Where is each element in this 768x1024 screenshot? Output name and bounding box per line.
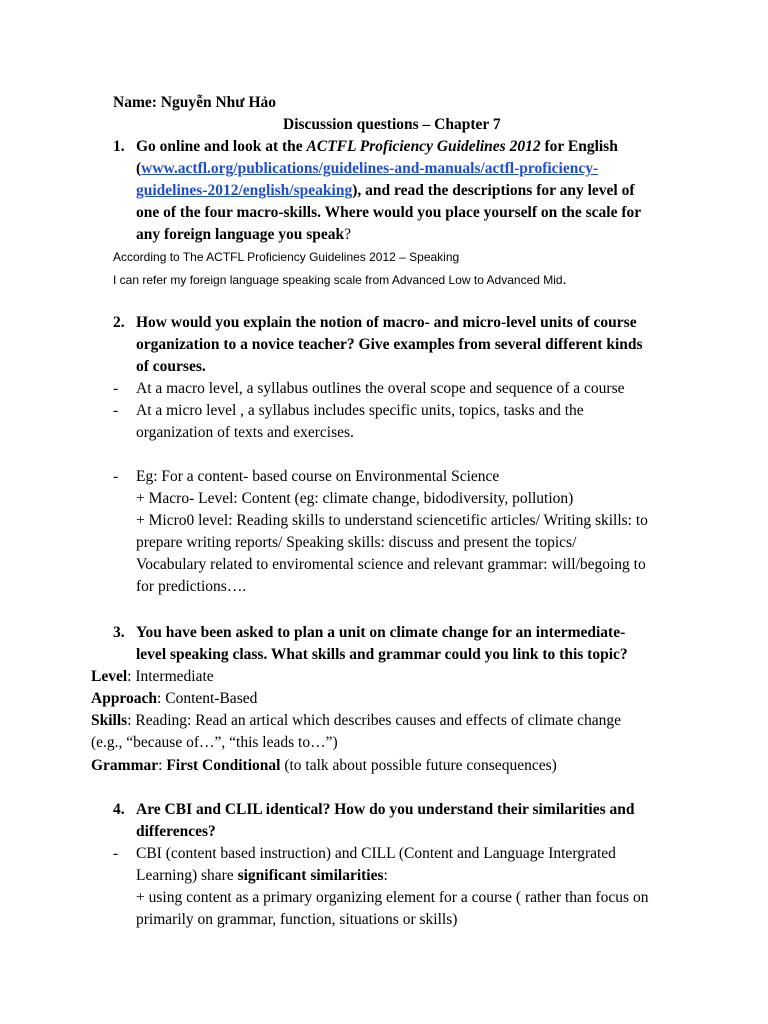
skills-value: : Reading: Read an artical which describes causes and effects of climate change [127, 712, 621, 729]
question-2-line-1: How would you explain the notion of macro- and micro-level units of course [136, 314, 637, 331]
bullet-dash: - [113, 468, 119, 485]
grammar-label: Grammar [91, 757, 159, 774]
q1-text-d: any foreign language you speak [136, 226, 345, 243]
name-line [113, 92, 276, 114]
grammar-colon: : [158, 757, 167, 774]
question-4-line-1: Are CBI and CLIL identical? How do you understand their similarities and [136, 801, 635, 818]
question-1-number: 1. [113, 138, 125, 155]
question-1-line-3 [136, 180, 635, 202]
question-1-line-5 [136, 224, 351, 246]
q2-bullet-2-line-2: organization of texts and exercises. [136, 424, 354, 441]
skills-label: Skills [91, 712, 128, 729]
q2-bullet-3-line-1: Eg: For a content- based course on Environmental Science [136, 468, 500, 485]
level-value: : Intermediate [127, 668, 214, 685]
question-2-number: 2. [113, 314, 125, 331]
q4-significant-similarities: significant similarities [237, 867, 384, 884]
question-1-line-1 [136, 136, 618, 158]
q2-bullet-1: At a macro level, a syllabus outlines the overal scope and sequence of a course [136, 380, 625, 397]
q3-level-line [91, 666, 214, 688]
q1-open-paren: ( [136, 160, 142, 177]
level-label: Level [91, 668, 128, 685]
q4-colon: : [383, 867, 388, 884]
answer-1-line-2 [113, 269, 566, 291]
q1-text-c: ), and read the descriptions for any level of [352, 182, 635, 199]
q4-bullet-1-line-2 [136, 865, 388, 887]
document-heading: Discussion questions – Chapter 7 [283, 116, 501, 133]
approach-value: : Content-Based [157, 690, 258, 707]
bullet-dash: - [113, 402, 119, 419]
q2-bullet-2-line-1: At a micro level , a syllabus includes specific units, topics, tasks and the [136, 402, 584, 419]
answer-1-line-1: According to The ACTFL Proficiency Guidelines 2012 – Speaking [113, 250, 460, 264]
question-3-line-1: You have been asked to plan a unit on climate change for an intermediate- [136, 624, 626, 641]
question-4-line-2: differences? [136, 823, 216, 840]
q1-text-b: for English [540, 138, 618, 155]
q1-guidelines-title: ACTFL Proficiency Guidelines 2012 [306, 138, 541, 155]
question-3-line-2: level speaking class. What skills and grammar could you link to this topic? [136, 646, 628, 663]
question-2-line-3: of courses. [136, 358, 206, 375]
name-label: Name: [113, 94, 157, 111]
question-2-line-2: organization to a novice teacher? Give examples from several different kinds [136, 336, 643, 353]
answer-1-period: . [562, 272, 567, 288]
bullet-dash: - [113, 380, 119, 397]
q2-bullet-3-line-4: prepare writing reports/ Speaking skills: discuss and present the topics/ [136, 534, 577, 551]
question-4-number: 4. [113, 801, 125, 818]
question-1-line-4: one of the four macro-skills. Where would you place yourself on the scale for [136, 204, 642, 221]
q4-bullet-1-line-4: primarily on grammar, function, situations or skills) [136, 911, 458, 928]
actfl-link-part-1[interactable]: www.actfl.org/publications/guidelines-and-manuals/actfl-proficiency- [141, 160, 599, 177]
q2-bullet-3-line-6: for predictions…. [136, 578, 247, 595]
grammar-rest: (to talk about possible future consequences) [280, 757, 557, 774]
question-1-line-2 [136, 158, 598, 180]
name-value: Nguyễn Như Hảo [160, 94, 277, 111]
q3-grammar-line [91, 755, 557, 777]
q3-skills-line-2: (e.g., “because of…”, “this leads to…”) [91, 734, 338, 751]
question-3-number: 3. [113, 624, 125, 641]
q3-approach-line [91, 688, 257, 710]
q3-skills-line [91, 710, 621, 732]
q1-question-mark: ? [344, 226, 352, 243]
actfl-link-part-2[interactable]: guidelines-2012/english/speaking [136, 182, 353, 199]
q2-bullet-3-line-3: + Micro0 level: Reading skills to understand sciencetific articles/ Writing skills: to [136, 512, 648, 529]
q4-bullet-1-line-3: + using content as a primary organizing element for a course ( rather than focus on [136, 889, 649, 906]
approach-label: Approach [91, 690, 158, 707]
q2-bullet-3-line-2: + Macro- Level: Content (eg: climate change, bidodiversity, pollution) [136, 490, 574, 507]
answer-1-text: I can refer my foreign language speaking scale from Advanced Low to Advanced Mid [113, 273, 563, 287]
q2-bullet-3-line-5: Vocabulary related to enviromental science and relevant grammar: will/begoing to [136, 556, 646, 573]
q4-bullet-1-line-1: CBI (content based instruction) and CILL (Content and Language Intergrated [136, 845, 616, 862]
bullet-dash: - [113, 845, 119, 862]
grammar-first-conditional: First Conditional [166, 757, 281, 774]
q4-share-text: Learning) share [136, 867, 238, 884]
q1-text-a: Go online and look at the [136, 138, 307, 155]
